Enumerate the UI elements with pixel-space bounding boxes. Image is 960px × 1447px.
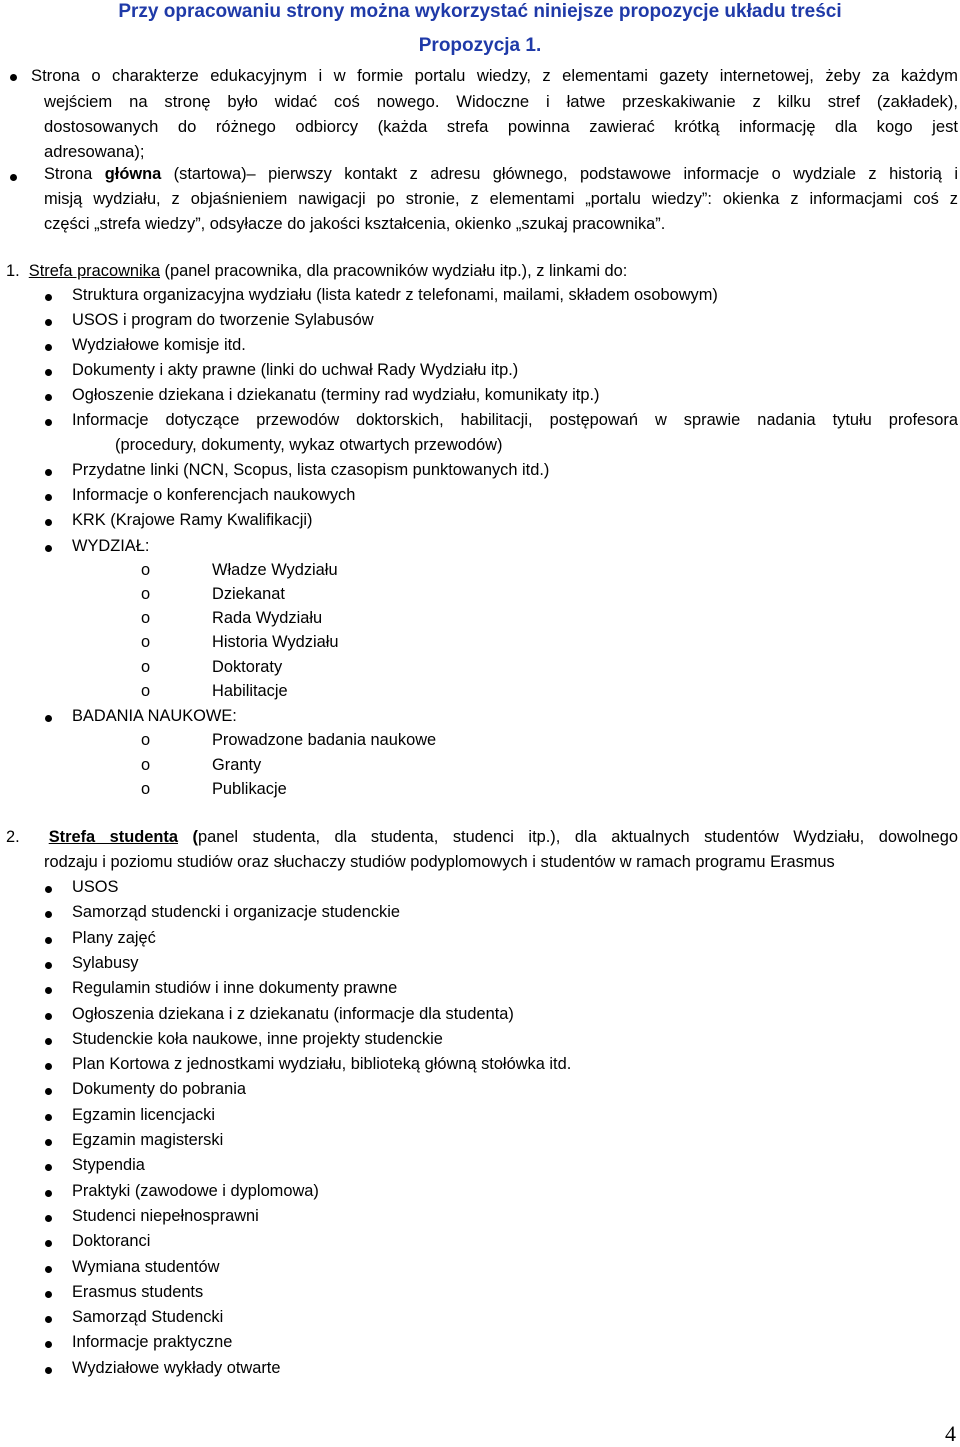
list-item-long-line-2: (procedury, dokumenty, wykaz otwartych przewodów) <box>115 436 503 454</box>
list-item: Doktoranci <box>72 1232 151 1250</box>
circle-marker-icon: o <box>141 756 151 774</box>
list-item: Plan Kortowa z jednostkami wydziału, biblioteką główną stołówka itd. <box>72 1055 572 1073</box>
section-1-heading: 1. Strefa pracownika (panel pracownika, dla pracowników wydziału itp.), z linkami do: <box>6 262 628 280</box>
intro-2-line-1: Strona główna (startowa)– pierwszy kontakt z adresu głównego, podstawowe informacje o wydziale z historią i <box>44 165 958 183</box>
bullet-icon <box>10 74 17 81</box>
circle-marker-icon: o <box>141 633 151 651</box>
proposal-subtitle: Propozycja 1. <box>418 35 542 56</box>
circle-marker-icon: o <box>141 682 151 700</box>
bullet-icon <box>45 987 52 994</box>
intro-2-line-3: części „strefa wiedzy”, odsyłacze do jakości kształcenia, okienko „szukaj pracownika”. <box>44 215 666 233</box>
bullet-icon <box>45 1291 52 1298</box>
list-item: Ogłoszenie dziekana i dziekanatu (terminy rad wydziału, komunikaty itp.) <box>72 386 600 404</box>
bullet-icon <box>45 369 52 376</box>
bullet-icon <box>45 1038 52 1045</box>
section-2-name: Strefa studenta <box>48 828 178 846</box>
bullet-icon <box>45 1266 52 1273</box>
intro-1-line-2: wejściem na stronę było widać coś nowego. Widoczne i łatwe przeskakiwanie z kilku stref (zakładek), <box>44 92 958 111</box>
bullet-icon <box>45 937 52 944</box>
bullet-icon <box>45 1240 52 1247</box>
sub-list-item: Historia Wydziału <box>212 633 339 651</box>
bullet-icon <box>45 419 52 426</box>
list-item: Erasmus students <box>72 1283 204 1301</box>
wydzial-label: WYDZIAŁ: <box>72 537 150 555</box>
list-item: Informacje o konferencjach naukowych <box>72 486 356 504</box>
list-item: Stypendia <box>72 1156 145 1174</box>
bullet-icon <box>45 545 52 552</box>
list-item: Plany zajęć <box>72 929 156 947</box>
sub-list-item: Publikacje <box>212 780 287 798</box>
list-item: Egzamin licencjacki <box>72 1106 216 1124</box>
bullet-icon <box>45 1367 52 1374</box>
intro-1-line-1: Strona o charakterze edukacyjnym i w formie portalu wiedzy, z elementami gazety internetowej, żeby za każdym <box>31 66 958 85</box>
bullet-icon <box>45 1114 52 1121</box>
intro-1-line-4: adresowana); <box>44 142 145 161</box>
bullet-icon <box>45 715 52 722</box>
bullet-icon <box>45 519 52 526</box>
sub-list-item: Habilitacje <box>212 682 288 700</box>
bullet-icon <box>45 1013 52 1020</box>
page-title: Przy opracowaniu strony można wykorzystać niniejsze propozycje układu treści <box>118 1 842 22</box>
bullet-icon <box>45 394 52 401</box>
circle-marker-icon: o <box>141 658 151 676</box>
section-2-heading-line-2: rodzaju i poziomu studiów oraz słuchaczy studiów podyplomowych i studentów w ramach programu Erasmus <box>44 853 835 871</box>
list-item: Studenckie koła naukowe, inne projekty studenckie <box>72 1030 443 1048</box>
bullet-icon <box>45 1063 52 1070</box>
section-2-heading: 2. Strefa studenta (panel studenta, dla studenta, studenci itp.), dla aktualnych studentów Wydziału, dowolnego <box>6 828 959 846</box>
bullet-icon <box>45 469 52 476</box>
list-item: Praktyki (zawodowe i dyplomowa) <box>72 1182 319 1200</box>
list-item: Wydziałowe komisje itd. <box>72 336 246 354</box>
bullet-icon <box>45 962 52 969</box>
bullet-icon <box>45 494 52 501</box>
bullet-icon <box>45 1341 52 1348</box>
bullet-icon <box>10 174 17 181</box>
list-item: Egzamin magisterski <box>72 1131 224 1149</box>
sub-list-item: Granty <box>212 756 262 774</box>
circle-marker-icon: o <box>141 609 151 627</box>
list-item: Dokumenty i akty prawne (linki do uchwał Rady Wydziału itp.) <box>72 361 519 379</box>
list-item-long-line-1: Informacje dotyczące przewodów doktorskich, habilitacji, postępowań w sprawie nadania tytułu profesora <box>72 411 958 429</box>
circle-marker-icon: o <box>141 780 151 798</box>
list-item: Samorząd Studencki <box>72 1308 224 1326</box>
bullet-icon <box>45 1190 52 1197</box>
bullet-icon <box>45 294 52 301</box>
list-item: Przydatne linki (NCN, Scopus, lista czasopism punktowanych itd.) <box>72 461 550 479</box>
list-item: Sylabusy <box>72 954 139 972</box>
page-number: 4 <box>945 1421 956 1446</box>
list-item: Studenci niepełnosprawni <box>72 1207 259 1225</box>
list-item: Samorząd studencki i organizacje studenckie <box>72 903 400 921</box>
list-item: Ogłoszenia dziekana i z dziekanatu (informacje dla studenta) <box>72 1005 514 1023</box>
bullet-icon <box>45 1215 52 1222</box>
bullet-icon <box>45 1316 52 1323</box>
sub-list-item: Rada Wydziału <box>212 609 323 627</box>
intro-1-line-3: dostosowanych do różnego odbiorcy (każda strefa powinna zawierać krótką informację dla kogo jest <box>44 117 958 136</box>
circle-marker-icon: o <box>141 731 151 749</box>
sub-list-item: Doktoraty <box>212 658 283 676</box>
list-item: Regulamin studiów i inne dokumenty prawne <box>72 979 398 997</box>
list-item: USOS <box>72 878 119 896</box>
bullet-icon <box>45 911 52 918</box>
section-1-name: Strefa pracownika <box>28 262 160 280</box>
list-item: Struktura organizacyjna wydziału (lista katedr z telefonami, mailami, składem osobowym) <box>72 286 718 304</box>
list-item: KRK (Krajowe Ramy Kwalifikacji) <box>72 511 313 529</box>
sub-list-item: Władze Wydziału <box>212 561 338 579</box>
badania-label: BADANIA NAUKOWE: <box>72 707 237 725</box>
bullet-icon <box>45 344 52 351</box>
bullet-icon <box>45 319 52 326</box>
list-item: Wymiana studentów <box>72 1258 220 1276</box>
bullet-icon <box>45 1164 52 1171</box>
list-item: USOS i program do tworzenie Sylabusów <box>72 311 374 329</box>
sub-list-item: Dziekanat <box>212 585 285 603</box>
bullet-icon <box>45 1088 52 1095</box>
circle-marker-icon: o <box>141 585 151 603</box>
circle-marker-icon: o <box>141 561 151 579</box>
bullet-icon <box>45 1139 52 1146</box>
bullet-icon <box>45 886 52 893</box>
list-item: Dokumenty do pobrania <box>72 1080 247 1098</box>
list-item: Informacje praktyczne <box>72 1333 233 1351</box>
intro-2-line-2: misją wydziału, z objaśnieniem nawigacji po stronie, z elementami „portalu wiedzy”: okienka z informacjami coś z <box>44 190 958 208</box>
list-item: Wydziałowe wykłady otwarte <box>72 1359 281 1377</box>
sub-list-item: Prowadzone badania naukowe <box>212 731 437 749</box>
